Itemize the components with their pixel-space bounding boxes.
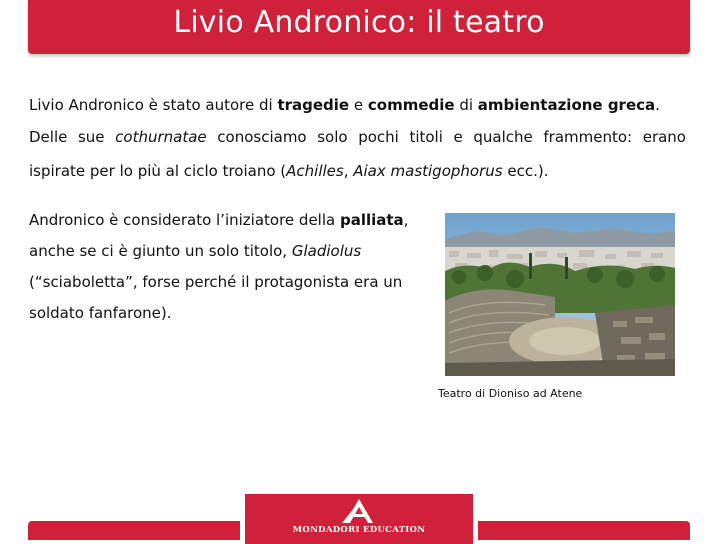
paragraph-palliata xyxy=(29,205,424,329)
text-run: . xyxy=(655,96,660,114)
photo-caption: Teatro di Dioniso ad Atene xyxy=(438,387,583,400)
text-run: e xyxy=(349,96,368,114)
text-run: (“sciaboletta”, forse perché il protagonista era un soldato fanfarone). xyxy=(29,273,403,322)
bold-term-tragedie: tragedie xyxy=(277,96,350,114)
text-run: Andronico è considerato l’iniziatore della xyxy=(29,211,340,229)
bold-term-ambientazione: ambientazione greca xyxy=(477,96,656,114)
title-bar xyxy=(28,0,690,54)
paragraph-authorship xyxy=(29,91,689,119)
italic-title-achilles: Achilles xyxy=(286,162,344,180)
text-run: Delle sue xyxy=(29,128,116,146)
theatre-photo-drawing xyxy=(445,213,675,376)
italic-term-cothurnatae: cothurnatae xyxy=(115,128,207,146)
slide-title: Livio Andronico: il teatro xyxy=(173,4,545,40)
publisher-logo xyxy=(245,494,473,544)
footer-bar-right xyxy=(478,521,690,540)
text-run: di xyxy=(454,96,478,114)
mondadori-a-logo-icon xyxy=(245,497,473,525)
footer-bar-left xyxy=(28,521,240,540)
paragraph-cothurnatae xyxy=(29,120,686,188)
text-run: , xyxy=(343,162,354,180)
text-run: , anche se ci è giunto un solo titolo, xyxy=(29,211,409,260)
bold-term-commedie: commedie xyxy=(367,96,455,114)
italic-title-gladiolus: Gladiolus xyxy=(291,242,362,260)
italic-title-aiax: Aiax mastigophorus xyxy=(353,162,503,180)
text-run: conosciamo solo pochi titoli e qualche frammento: erano ispirate per lo più al ciclo troiano ( xyxy=(29,128,686,180)
publisher-name: MONDADORI EDUCATION xyxy=(292,525,426,535)
theatre-photo xyxy=(445,213,675,376)
bold-term-palliata: palliata xyxy=(339,211,404,229)
text-run: Livio Andronico è stato autore di xyxy=(29,96,278,114)
text-run: ecc.). xyxy=(502,162,549,180)
